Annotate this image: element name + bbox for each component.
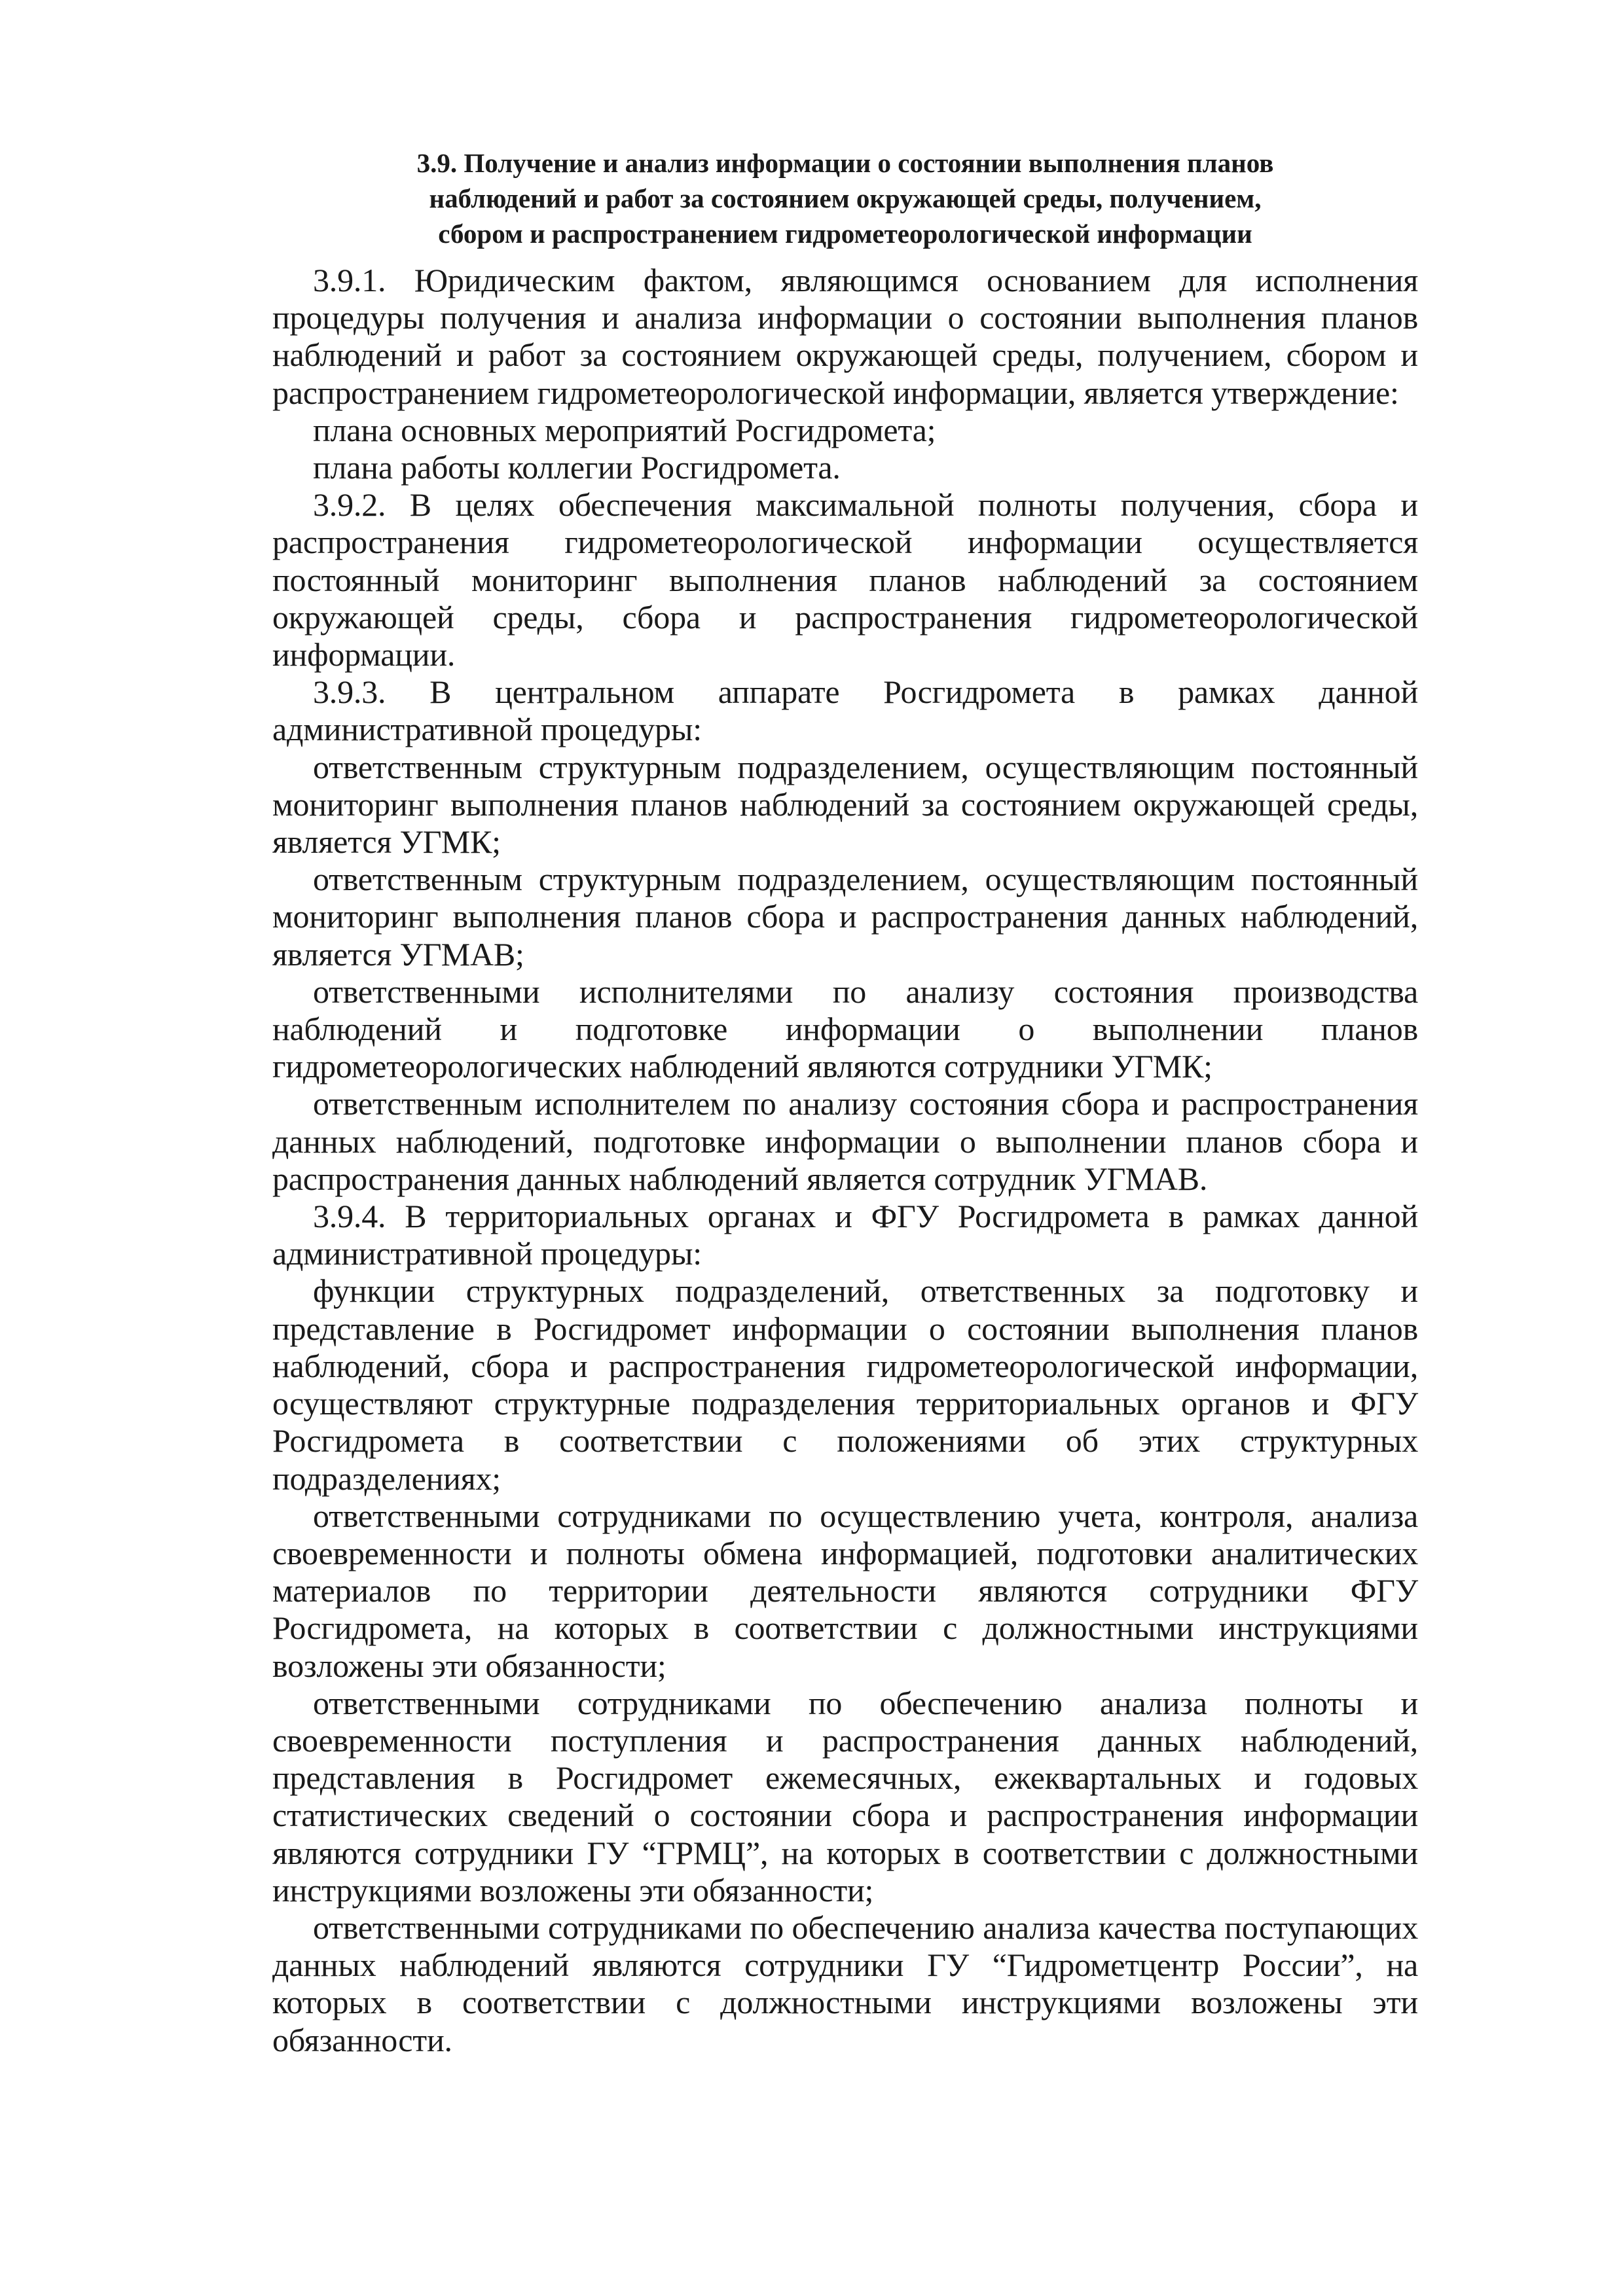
paragraph-2: плана основных мероприятий Росгидромета; xyxy=(313,411,936,448)
section-title-line-2: наблюдений и работ за состоянием окружающей среды, получением, xyxy=(429,183,1262,213)
section-title xyxy=(272,145,1418,251)
paragraph-10: 3.9.4. В территориальных органах и ФГУ Росгидромета в рамках данной административной процедуры: xyxy=(272,1198,1418,1272)
paragraph-3: плана работы коллегии Росгидромета. xyxy=(313,449,841,486)
paragraph-14: ответственными сотрудниками по обеспечению анализа качества поступающих данных наблюдений являются сотрудники ГУ “Гидрометцентр России”, на которых в соответствии с должностными инструкциями возложены эти обязанности. xyxy=(272,1909,1418,2058)
paragraph-1: 3.9.1. Юридическим фактом, являющимся основанием для исполнения процедуры получения и анализа информации о состоянии выполнения планов наблюдений и работ за состоянием окружающей среды, получением, сбором и распространением гидрометеорологической информации, является утверждение: xyxy=(272,262,1418,411)
paragraph-5: 3.9.3. В центральном аппарате Росгидромета в рамках данной административной процедуры: xyxy=(272,673,1418,748)
section-title-line-1: 3.9. Получение и анализ информации о состоянии выполнения планов xyxy=(416,148,1274,178)
paragraph-11: функции структурных подразделений, ответственных за подготовку и представление в Росгидромет информации о состоянии выполнения планов наблюдений, сбора и распространения гидрометеорологической информации, осуществляют структурные подразделения территориальных органов и ФГУ Росгидромета в соответствии с положениями об этих структурных подразделениях; xyxy=(272,1272,1418,1497)
document-page xyxy=(272,145,1418,2059)
paragraph-7: ответственным структурным подразделением, осуществляющим постоянный мониторинг выполнения планов сбора и распространения данных наблюдений, является УГМАВ; xyxy=(272,861,1418,973)
paragraph-4: 3.9.2. В целях обеспечения максимальной полноты получения, сбора и распространения гидрометеорологической информации осуществляется постоянный мониторинг выполнения планов наблюдений за состоянием окружающей среды, сбора и распространения гидрометеорологической информации. xyxy=(272,486,1418,673)
section-title-line-3: сбором и распространением гидрометеорологической информации xyxy=(438,219,1252,249)
paragraph-13: ответственными сотрудниками по обеспечению анализа полноты и своевременности поступления и распространения данных наблюдений, представления в Росгидромет ежемесячных, ежеквартальных и годовых статистических сведений о состоянии сбора и распространения информации являются сотрудники ГУ “ГРМЦ”, на которых в соответствии с должностными инструкциями возложены эти обязанности; xyxy=(272,1684,1418,1909)
body-text xyxy=(272,262,1418,2059)
paragraph-12: ответственными сотрудниками по осуществлению учета, контроля, анализа своевременности и полноты обмена информацией, подготовки аналитических материалов по территории деятельности являются сотрудники ФГУ Росгидромета, на которых в соответствии с должностными инструкциями возложены эти обязанности; xyxy=(272,1497,1418,1684)
paragraph-9: ответственным исполнителем по анализу состояния сбора и распространения данных наблюдений, подготовке информации о выполнении планов сбора и распространения данных наблюдений является сотрудник УГМАВ. xyxy=(272,1085,1418,1197)
paragraph-8: ответственными исполнителями по анализу состояния производства наблюдений и подготовке информации о выполнении планов гидрометеорологических наблюдений являются сотрудники УГМК; xyxy=(272,973,1418,1085)
paragraph-6: ответственным структурным подразделением, осуществляющим постоянный мониторинг выполнения планов наблюдений за состоянием окружающей среды, является УГМК; xyxy=(272,748,1418,861)
